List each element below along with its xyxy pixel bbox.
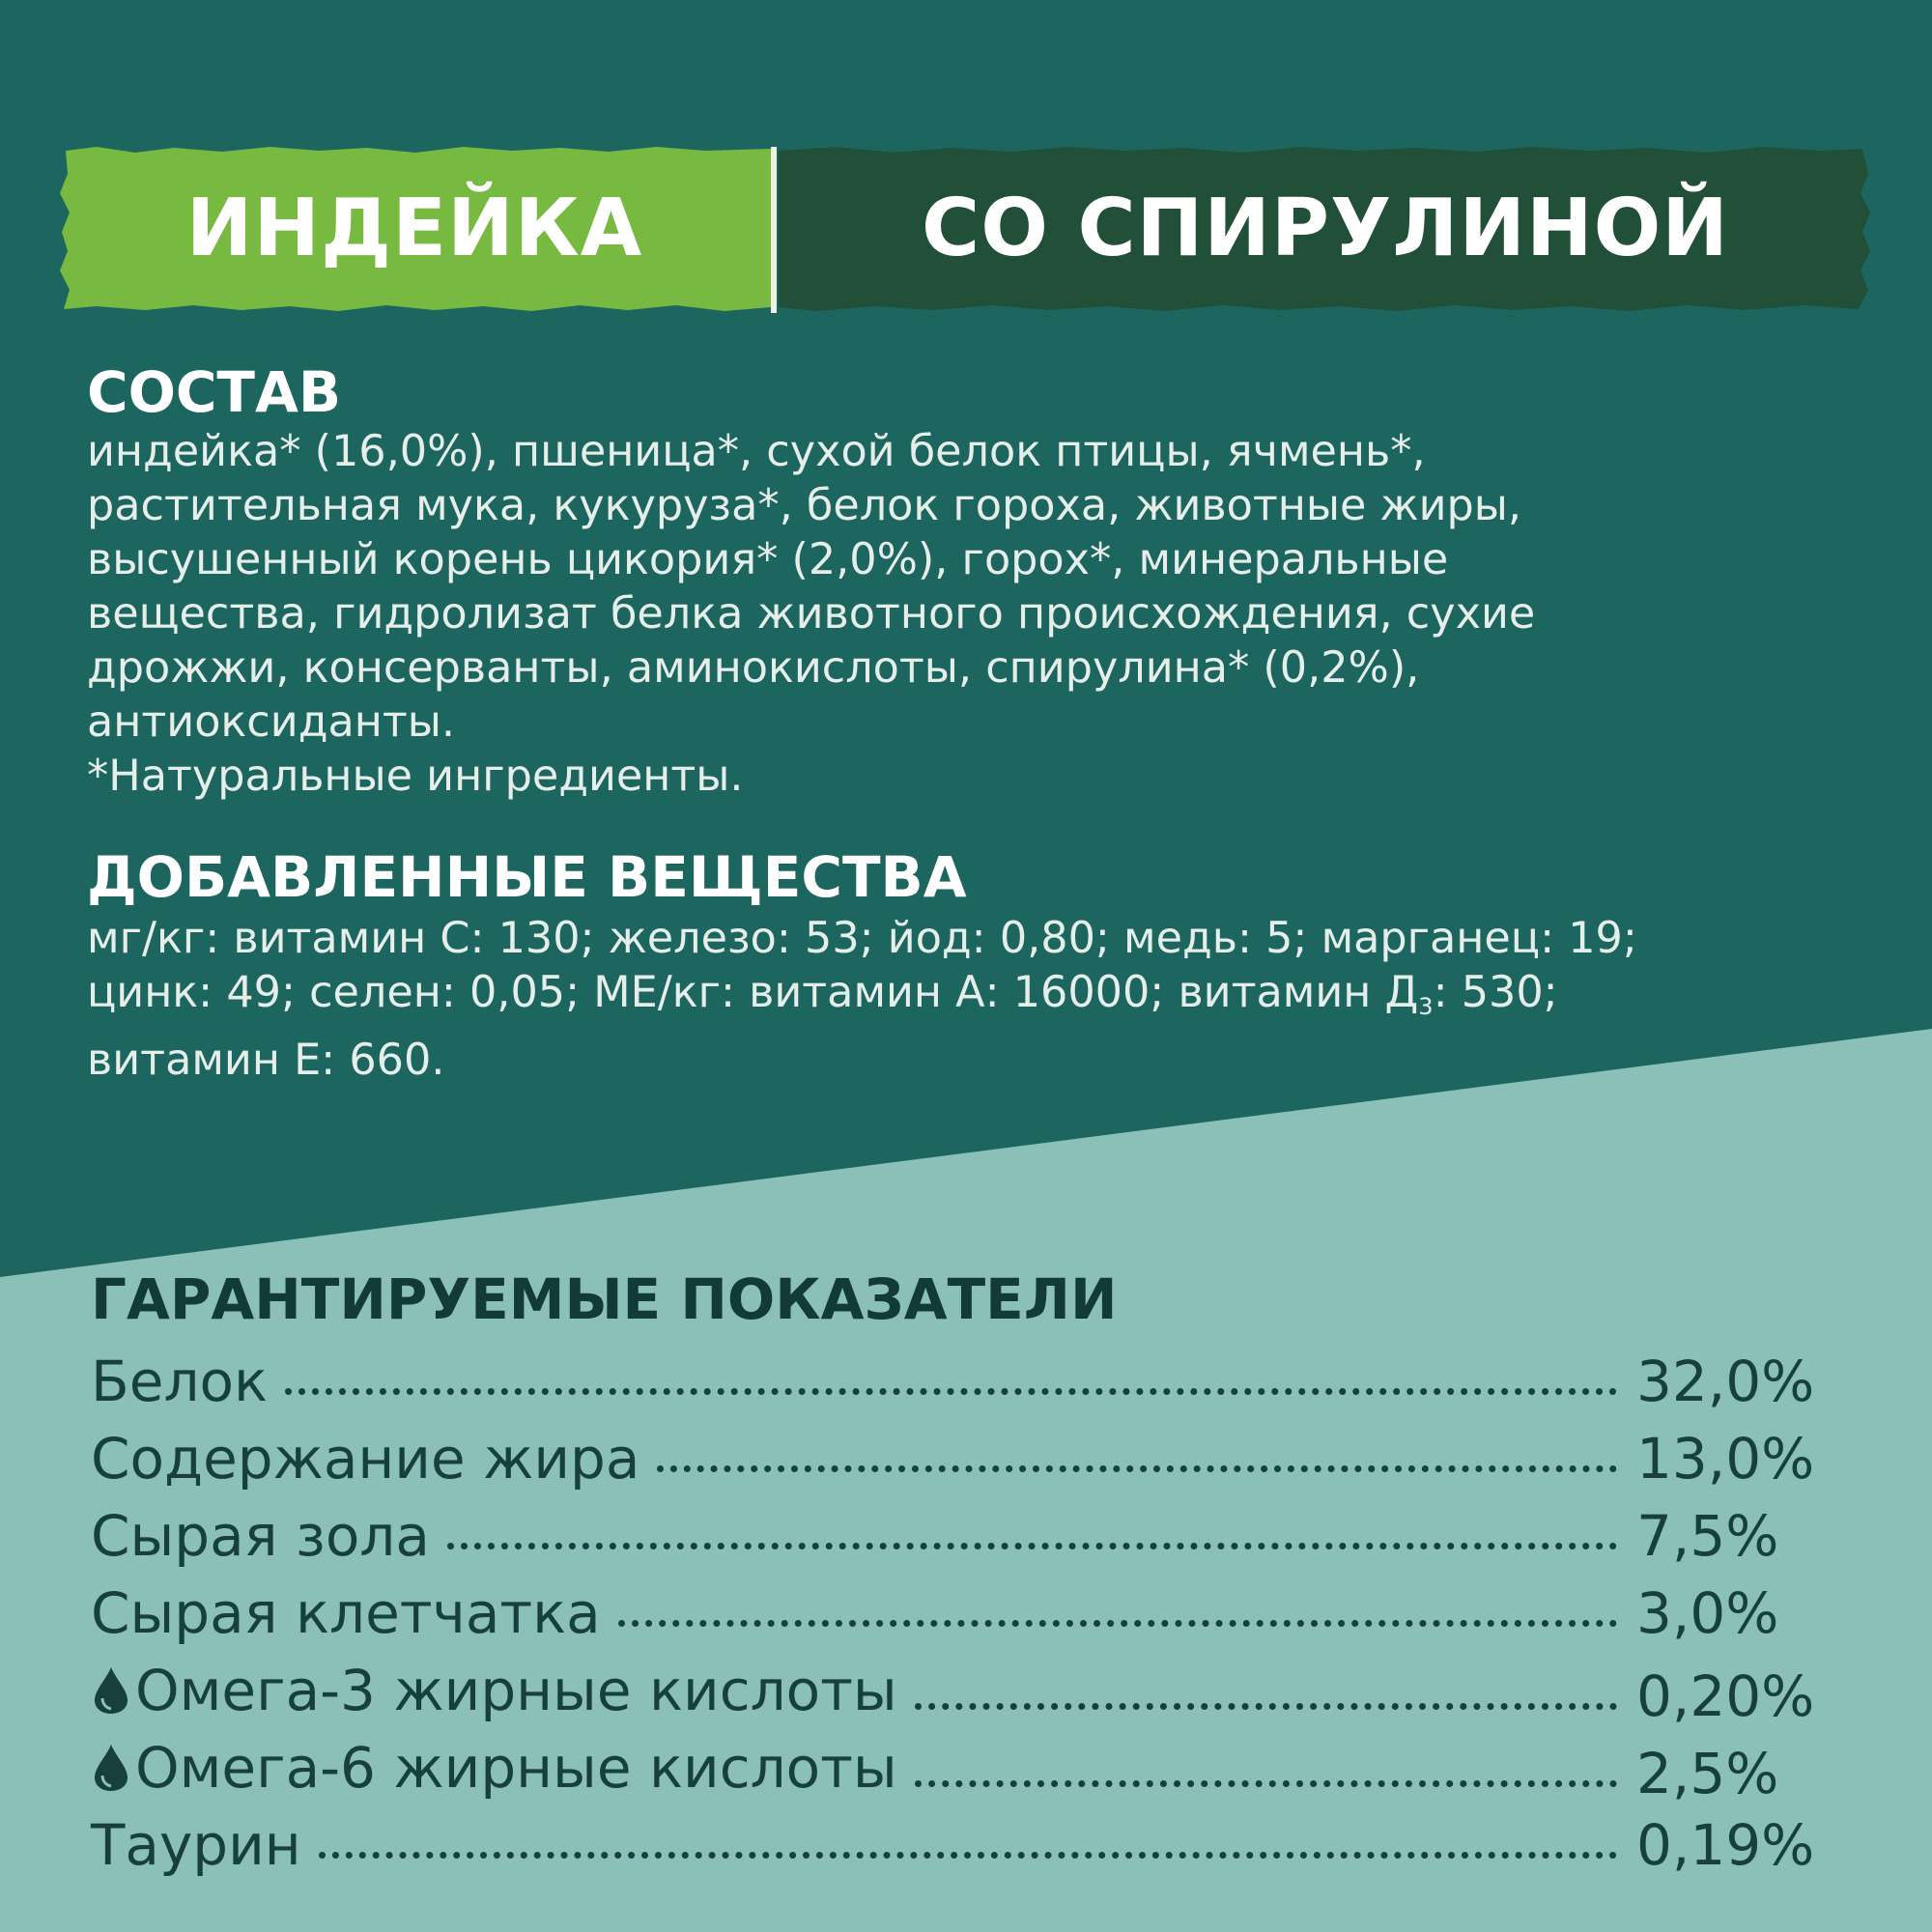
composition-line: дрожжи, консерванты, аминокислоты, спирулина* (0,2%), xyxy=(87,643,1420,693)
additives-line: мг/кг: витамин С: 130; железо: 53; йод: 0,80; медь: 5; марганец: 19; xyxy=(87,914,1637,963)
guaranteed-row-value: 2,5% xyxy=(1636,1741,1779,1806)
guaranteed-table xyxy=(91,1349,1830,1889)
guaranteed-row xyxy=(91,1426,1830,1503)
guaranteed-row-label: Содержание жира xyxy=(91,1426,640,1492)
guaranteed-row xyxy=(91,1580,1830,1658)
drop-icon xyxy=(91,1743,131,1793)
guaranteed-row-label: Сырая зола xyxy=(91,1503,430,1569)
guaranteed-row-value: 13,0% xyxy=(1636,1426,1815,1492)
composition-line: антиоксиданты. xyxy=(87,697,456,747)
guaranteed-row-value: 0,20% xyxy=(1636,1663,1815,1729)
additives-line: цинк: 49; селен: 0,05; МЕ/кг: витамин А: 16000; витамин $Д_3$: 530; xyxy=(87,968,1558,1020)
dot-leader xyxy=(915,1703,1617,1710)
additives-line: витамин Е: 660. xyxy=(87,1036,445,1085)
dot-leader xyxy=(915,1780,1617,1787)
guaranteed-row xyxy=(91,1658,1830,1735)
guaranteed-row xyxy=(91,1735,1830,1812)
guaranteed-row-value: 7,5% xyxy=(1636,1503,1779,1569)
banner-flavor-label: ИНДЕЙКА xyxy=(185,182,643,274)
composition-line: индейка* (16,0%), пшеница*, сухой белок птицы, ячмень*, xyxy=(87,427,1426,476)
guaranteed-row-label: Таурин xyxy=(91,1812,301,1878)
guaranteed-row xyxy=(91,1503,1830,1580)
guaranteed-row-label: Омега-6 жирные кислоты xyxy=(135,1735,897,1801)
guaranteed-row-value: 32,0% xyxy=(1636,1349,1815,1414)
guaranteed-row-name xyxy=(91,1503,430,1569)
additives-title: ДОБАВЛЕННЫЕ ВЕЩЕСТВА xyxy=(87,844,967,910)
guaranteed-row xyxy=(91,1812,1830,1889)
composition-text xyxy=(87,425,1826,804)
banner-flavor xyxy=(58,145,771,311)
composition-line: вещества, гидролизат белка животного происхождения, сухие xyxy=(87,589,1536,639)
dot-leader xyxy=(618,1620,1617,1627)
banner-variant xyxy=(779,145,1872,311)
guaranteed-row-name xyxy=(91,1735,897,1801)
guaranteed-row-name xyxy=(91,1349,268,1414)
composition-title: СОСТАВ xyxy=(87,359,342,425)
guaranteed-row-label: Омега-3 жирные кислоты xyxy=(135,1658,897,1723)
banner-divider xyxy=(771,147,777,313)
guaranteed-row-name xyxy=(91,1426,639,1492)
guaranteed-row-value: 0,19% xyxy=(1636,1812,1815,1878)
dot-leader xyxy=(319,1852,1617,1859)
composition-line: растительная мука, кукуруза*, белок гороха, животные жиры, xyxy=(87,481,1522,530)
dot-leader xyxy=(447,1543,1617,1549)
guaranteed-row-label: Сырая клетчатка xyxy=(91,1580,601,1646)
guaranteed-row-name xyxy=(91,1812,301,1878)
guaranteed-row-label: Белок xyxy=(91,1349,269,1414)
guaranteed-row-value: 3,0% xyxy=(1636,1580,1779,1646)
dot-leader xyxy=(657,1465,1617,1472)
composition-footnote: *Натуральные ингредиенты. xyxy=(87,752,744,801)
guaranteed-row-name xyxy=(91,1658,897,1723)
banner-variant-label: СО СПИРУЛИНОЙ xyxy=(922,182,1729,274)
guaranteed-title: ГАРАНТИРУЕМЫЕ ПОКАЗАТЕЛИ xyxy=(91,1266,1118,1332)
guaranteed-row xyxy=(91,1349,1830,1426)
composition-line: высушенный корень цикория* (2,0%), горох*, минеральные xyxy=(87,535,1449,584)
dot-leader xyxy=(285,1388,1617,1395)
additives-text xyxy=(87,912,1826,1088)
guaranteed-row-name xyxy=(91,1580,601,1646)
drop-icon xyxy=(91,1665,131,1716)
